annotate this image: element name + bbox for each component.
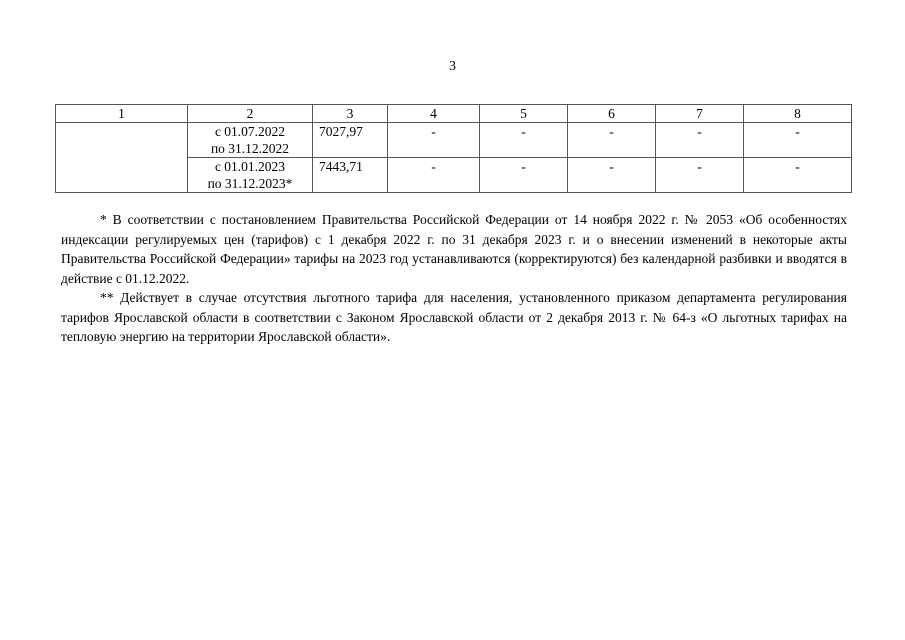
period-cell (188, 123, 313, 158)
table-row (56, 123, 852, 158)
dash-cell: - (388, 158, 480, 193)
header-cell: 8 (744, 105, 852, 123)
footnote-1: * В соответствии с постановлением Правительства Российской Федерации от 14 ноября 2022 г. № 2053 «Об особенностях индексации регулируемых цен (тарифов) с 1 декабря 2022 г. по 31 декабря 2023 г. и о внесении изменений в некоторые акты Правительства Российской Федерации» тарифы на 2023 год устанавливаются (корректируются) без календарной разбивки и вводятся в действие с 01.12.2022. (61, 212, 847, 286)
header-cell: 1 (56, 105, 188, 123)
period-cell (188, 158, 313, 193)
dash-cell: - (480, 158, 568, 193)
header-cell: 2 (188, 105, 313, 123)
tariff-value-cell: 7443,71 (313, 158, 388, 193)
tariff-table (55, 104, 852, 193)
period-from: с 01.01.2023 (214, 159, 286, 174)
header-cell: 7 (656, 105, 744, 123)
header-cell: 6 (568, 105, 656, 123)
header-cell: 5 (480, 105, 568, 123)
header-cell: 3 (313, 105, 388, 123)
blank-cell (56, 123, 188, 193)
period-to: по 31.12.2023* (207, 176, 293, 191)
dash-cell: - (568, 158, 656, 193)
header-cell: 4 (388, 105, 480, 123)
dash-cell: - (388, 123, 480, 158)
table-header-row (56, 105, 852, 123)
dash-cell: - (568, 123, 656, 158)
dash-cell: - (744, 158, 852, 193)
dash-cell: - (656, 123, 744, 158)
dash-cell: - (480, 123, 568, 158)
dash-cell: - (656, 158, 744, 193)
dash-cell: - (744, 123, 852, 158)
footnotes (61, 210, 847, 347)
period-from: с 01.07.2022 (214, 124, 286, 139)
tariff-value-cell: 7027,97 (313, 123, 388, 158)
period-to: по 31.12.2022 (210, 141, 290, 156)
page-number: 3 (449, 59, 456, 74)
footnote-2: ** Действует в случае отсутствия льготного тарифа для населения, установленного приказом департамента регулирования тарифов Ярославской области в соответствии с Законом Ярославской области от 2 декабря 2013 г. № 64-з «О льготных тарифах на тепловую энергию на территории Ярославской области». (61, 290, 847, 344)
